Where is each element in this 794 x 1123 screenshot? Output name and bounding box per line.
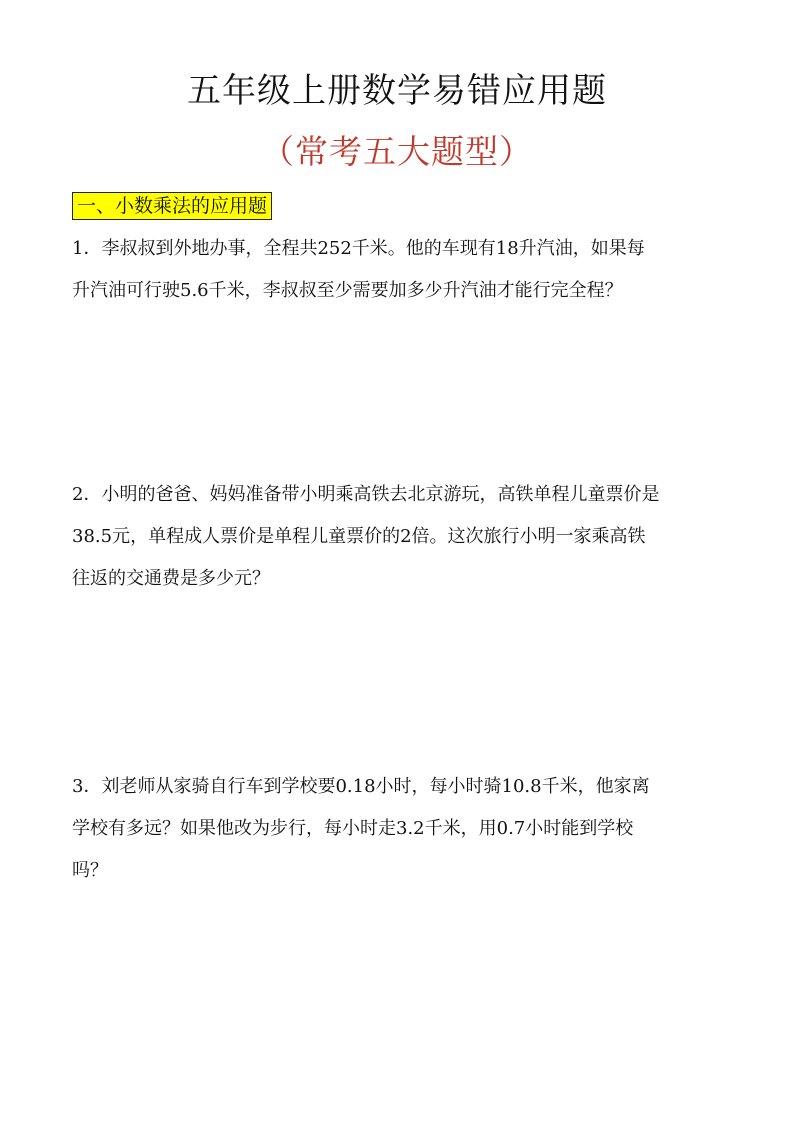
question-3-line-1: 3．刘老师从家骑自行车到学校要0.18小时，每小时骑10.8千米，他家离	[72, 776, 650, 797]
question-2-line-1: 2．小明的爸爸、妈妈准备带小明乘高铁去北京游玩，高铁单程儿童票价是	[72, 484, 660, 505]
question-2-line-3: 往返的交通费是多少元？	[72, 568, 270, 589]
page-subtitle: （常考五大题型）	[261, 132, 533, 171]
question-1-line-1: 1．李叔叔到外地办事，全程共252千米。他的车现有18升汽油，如果每	[72, 238, 645, 259]
section-heading: 一、小数乘法的应用题	[72, 192, 272, 220]
page-title: 五年级上册数学易错应用题	[187, 71, 607, 111]
question-1-line-2: 升汽油可行驶5.6千米，李叔叔至少需要加多少升汽油才能行完全程？	[72, 280, 623, 301]
question-2	[72, 474, 724, 600]
question-2-line-2: 38.5元，单程成人票价是单程儿童票价的2倍。这次旅行小明一家乘高铁	[72, 526, 646, 547]
question-3-line-2: 学校有多远？如果他改为步行，每小时走3.2千米，用0.7小时能到学校	[72, 818, 634, 839]
question-1	[72, 228, 724, 312]
question-3-line-3: 吗？	[72, 860, 108, 881]
question-3	[72, 766, 724, 892]
